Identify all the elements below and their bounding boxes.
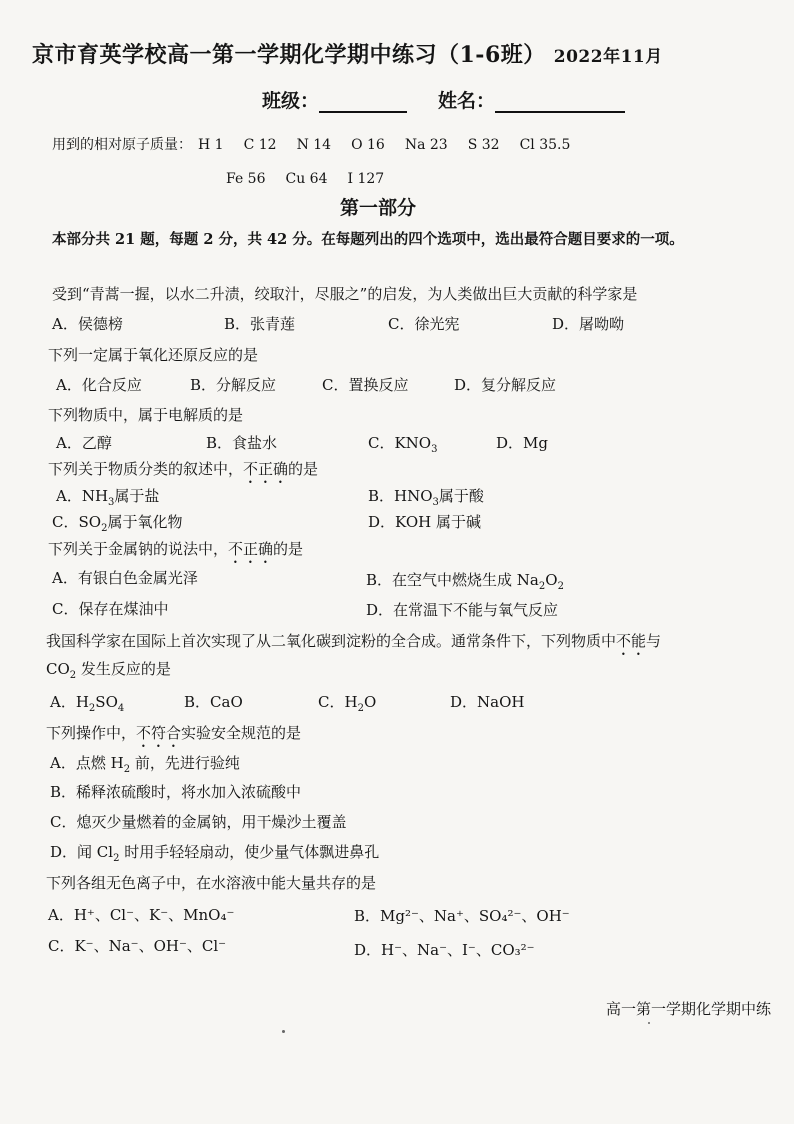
q1-option-d[interactable]: D．屠呦呦 [552, 315, 625, 333]
q7-option-c[interactable]: C．熄灭少量燃着的金属钠，用干燥沙土覆盖 [50, 813, 347, 831]
q4-stem: 下列关于物质分类的叙述中，不正确的是 [48, 460, 319, 478]
q8-option-c[interactable]: C．K⁻、Na⁻、OH⁻、Cl⁻ [48, 937, 227, 955]
q6-stem-line-2: $CO_2$ 发生反应的是 [46, 660, 171, 681]
q8-option-a[interactable]: A．H⁺、Cl⁻、K⁻、MnO₄⁻ [48, 906, 235, 924]
class-label: 班级： [262, 90, 320, 112]
mass-h: H 1 [198, 137, 224, 153]
q5-option-c[interactable]: C．保存在煤油中 [52, 600, 169, 618]
q7-stem: 下列操作中，不符合实验安全规范的是 [46, 724, 302, 742]
q5-stem: 下列关于金属钠的说法中，不正确的是 [48, 540, 304, 558]
q5-option-d[interactable]: D．在常温下不能与氧气反应 [366, 601, 559, 619]
mass-c: C 12 [243, 137, 277, 153]
mass-na: Na 23 [404, 137, 448, 153]
q7-option-b[interactable]: B．稀释浓硫酸时，将水加入浓硫酸中 [50, 783, 302, 801]
q7-emphasis: 不符合 [136, 724, 182, 742]
page-footer: 高一第一学期化学期中练 [606, 1000, 772, 1018]
q5-option-b[interactable]: B．在空气中燃烧生成 $Na_2O_2$ [366, 571, 564, 592]
q2-option-c[interactable]: C．置换反应 [322, 376, 409, 394]
atomic-mass-label: 用到的相对原子质量： [52, 137, 192, 153]
scan-speck [282, 1030, 285, 1033]
part-title: 第一部分 [340, 197, 417, 219]
q4-option-a[interactable]: A．$NH_3$属于盐 [56, 487, 160, 508]
q4-option-d[interactable]: D．KOH 属于碱 [368, 513, 481, 531]
q6-emphasis: 不能 [616, 632, 647, 650]
q5-emphasis: 不正确 [228, 540, 274, 558]
q1-stem: 受到“青蒿一握，以水二升渍，绞取汁，尽服之”的启发，为人类做出巨大贡献的科学家是 [52, 285, 638, 303]
name-field[interactable] [438, 86, 625, 113]
q3-option-c[interactable]: C．$KNO_3$ [368, 434, 438, 455]
q1-option-b[interactable]: B．张青莲 [224, 315, 296, 333]
q4-emphasis: 不正确 [243, 460, 289, 478]
mass-n: N 14 [296, 137, 332, 153]
q2-option-d[interactable]: D．复分解反应 [454, 376, 557, 394]
q1-option-c[interactable]: C．徐光宪 [388, 315, 460, 333]
q7-option-a[interactable]: A．点燃 $H_2$ 前，先进行验纯 [50, 754, 240, 775]
class-field[interactable] [262, 86, 407, 113]
q6-option-a[interactable]: A．$H_2SO_4$ [50, 693, 125, 714]
exam-date: 2022年11月 [553, 47, 663, 67]
part-instructions: 本部分共 21 题，每题 2 分，共 42 分。在每题列出的四个选项中，选出最符合题目要求的一项。 [52, 231, 684, 248]
q6-option-b[interactable]: B．CaO [184, 693, 243, 711]
mass-cl: Cl 35.5 [519, 137, 571, 153]
q3-option-a[interactable]: A．乙醇 [56, 434, 112, 452]
q8-option-b[interactable]: B．Mg²⁻、Na⁺、SO₄²⁻、OH⁻ [354, 907, 570, 925]
q2-option-b[interactable]: B．分解反应 [190, 376, 277, 394]
q3-stem: 下列物质中，属于电解质的是 [48, 406, 244, 424]
q6-stem-line-1: 我国科学家在国际上首次实现了从二氧化碳到淀粉的全合成。通常条件下，下列物质中不能与 [46, 632, 662, 650]
q3-option-d[interactable]: D．Mg [496, 434, 548, 452]
q4-option-c[interactable]: C．$SO_2$属于氧化物 [52, 513, 183, 534]
mass-fe: Fe 56 [226, 171, 266, 187]
q8-stem: 下列各组无色离子中，在水溶液中能大量共存的是 [46, 874, 377, 892]
q1-option-a[interactable]: A．侯德榜 [52, 315, 123, 333]
class-blank[interactable] [319, 91, 407, 113]
name-blank[interactable] [495, 91, 625, 113]
exam-title-text: 京市育英学校高一第一学期化学期中练习（1-6班） [32, 42, 546, 68]
mass-cu: Cu 64 [285, 171, 328, 187]
scan-speck [648, 1022, 650, 1024]
q7-option-d[interactable]: D．闻 $Cl_2$ 时用手轻轻扇动，使少量气体飘进鼻孔 [50, 843, 380, 864]
q3-option-b[interactable]: B．食盐水 [206, 434, 278, 452]
mass-o: O 16 [351, 137, 385, 153]
q4-option-b[interactable]: B．$HNO_3$属于酸 [368, 487, 484, 508]
q6-option-c[interactable]: C．$H_2O$ [318, 693, 377, 714]
q8-option-d[interactable]: D．H⁻、Na⁻、I⁻、CO₃²⁻ [354, 941, 535, 959]
atomic-mass-line-1 [52, 134, 590, 154]
exam-title [32, 38, 663, 69]
mass-s: S 32 [467, 137, 500, 153]
q2-option-a[interactable]: A．化合反应 [56, 376, 142, 394]
name-label: 姓名： [438, 90, 496, 112]
q2-stem: 下列一定属于氧化还原反应的是 [48, 346, 259, 364]
q5-option-a[interactable]: A．有银白色金属光泽 [52, 569, 198, 587]
atomic-mass-line-2 [226, 171, 404, 187]
mass-i: I 127 [347, 171, 385, 187]
q6-option-d[interactable]: D．NaOH [450, 693, 525, 711]
